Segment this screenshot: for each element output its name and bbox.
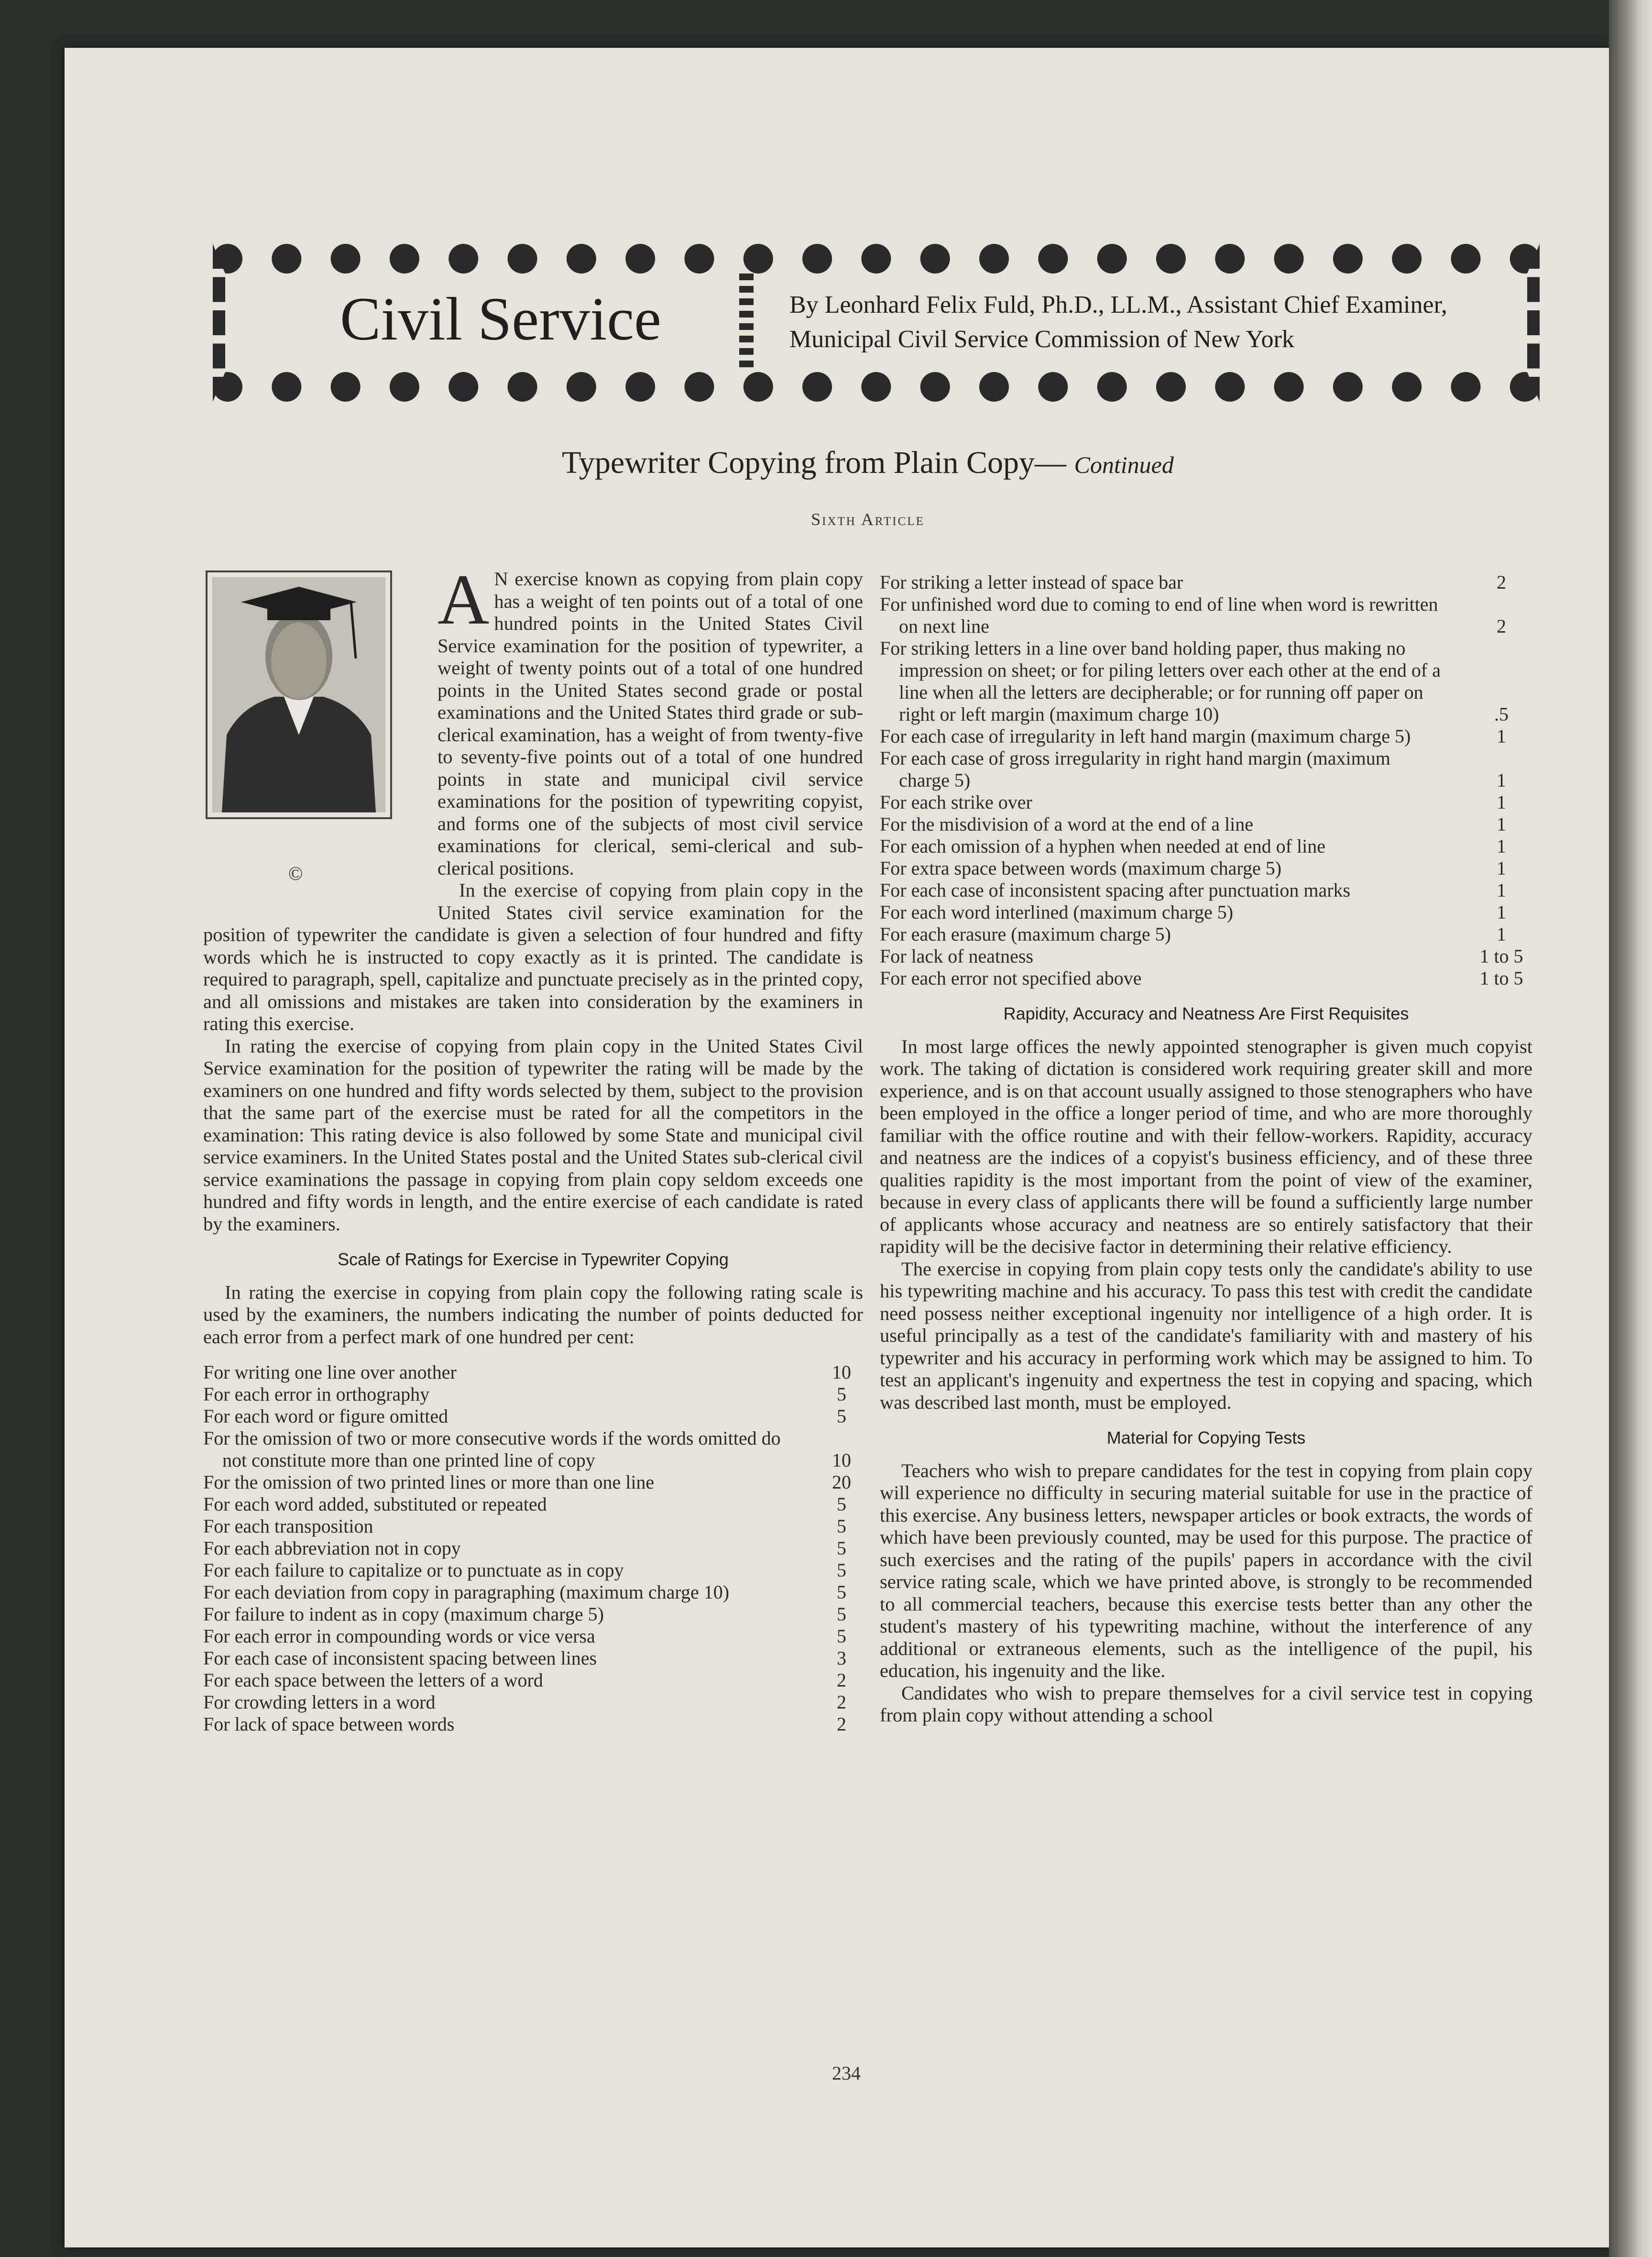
headline-title: Typewriter Copying from Plain Copy— [562,445,1067,480]
scale-row: For each error in compounding words or vice versa 5 [203,1625,846,1647]
article-headline [0,445,1652,481]
section-heading: Material for Copying Tests [1106,1428,1306,1447]
scale-row: For each transposition 5 [203,1515,846,1537]
section-title: Civil Service [340,285,661,353]
paragraph: In rating the exercise in copying from plain copy the following rating scale is used by the examiners, the numbers indicating the number of points deducted for each error from a perfect mark of one hundred per cent: [203,1281,863,1348]
scale-row: For the omission of two or more consecutive words if the words omitted do not constitute more than one printed line of copy 10 [203,1427,851,1471]
page-number: 234 [832,2062,861,2084]
scale-row: For each abbreviation not in copy 5 [203,1537,846,1559]
scale-row: For each word added, substituted or repeated 5 [203,1493,846,1515]
scale-row: For each case of gross irregularity in right hand margin (maximum charge 5) 1 [880,747,1506,791]
scale-row: For crowding letters in a word 2 [203,1691,846,1713]
scale-row: For writing one line over another 10 [203,1361,851,1383]
scale-row: For each error not specified above 1 to 5 [880,967,1523,989]
paragraph: In most large offices the newly appointed stenographer is given much copyist work. The taking of dictation is considered work requiring greater skill and more experience, and is on that account usually assigned to those stenographers who have been employed in the office a longer period of time, and who are more thoroughly familiar with the office routine and with their fellow-workers. Rapidity, accuracy and neatness are the indices of a copyist's business efficiency, and of these three qualities rapidity is the most important from the point of view of the examiner, because in every class of applicants there will be found a sufficiently large number of applicants whose accuracy and neatness are so entirely satisfactory that their rapidity will be the decisive factor in determining their relative efficiency. [880,1035,1532,1257]
scale-row: For each deviation from copy in paragraphing (maximum charge 10) 5 [203,1581,846,1603]
scale-row: For each failure to capitalize or to punctuate as in copy 5 [203,1559,846,1581]
scale-row: For striking letters in a line over band holding paper, thus making no impression on sheet; or for piling letters over each other at the end of a line when all the letters are decipherable; or for running off paper on right or left margin (maximum charge 10) .5 [880,637,1509,725]
section-heading: Scale of Ratings for Exercise in Typewriter Copying [338,1249,729,1269]
scale-row: For the omission of two printed lines or more than one line 20 [203,1471,851,1493]
paragraph: In the exercise of copying from plain copy in the United States civil service examination for the position of typewriter the candidate is given a selection of four hundred and fifty words which he is instructed to copy exactly as it is printed. The candidate is required to paragraph, spell, capitalize and punctuate precisely as in the printed copy, and all omissions and mistakes are taken into consideration by the examiners in rating this exercise. [203,879,863,1034]
scale-row: For each space between the letters of a word 2 [203,1669,846,1691]
scale-row: For extra space between words (maximum charge 5) 1 [880,857,1506,879]
paragraph: Teachers who wish to prepare candidates for the test in copying from plain copy will experience no difficulty in securing material suitable for use in the practice of this exercise. Any business letters, newspaper articles or book extracts, the words of which have been previously counted, may be used for this purpose. The practice of such exercises and the rating of the pupils' papers in accordance with the civil service rating scale, which we have printed above, is strongly to be recommended to all commercial teachers, because this exercise tests better than any other the student's mastery of his typewriting machine, without the interference of any additional or extraneous elements, such as the intelligence of the pupil, his education, his ingenuity and the like. [880,1459,1532,1681]
scale-row: For unfinished word due to coming to end of line when word is rewritten on next line 2 [880,593,1506,637]
scale-row: For each strike over 1 [880,791,1506,813]
scale-row: For each case of inconsistent spacing between lines 3 [203,1647,846,1669]
article-banner [213,244,1540,402]
headline-continued: Continued [1074,451,1174,478]
scale-row: For lack of space between words 2 [203,1713,846,1735]
author-byline: By Leonhard Felix Fuld, Ph.D., LL.M., Assistant Chief Examiner, Municipal Civil Service Commission of New York [789,291,1447,353]
section-heading: Rapidity, Accuracy and Neatness Are First Requisites [1003,1004,1409,1023]
scale-row: For the misdivision of a word at the end of a line 1 [880,813,1506,835]
paragraph: The exercise in copying from plain copy tests only the candidate's ability to use his typewriting machine and his accuracy. To pass this test with credit the candidate need possess neither exceptional ingenuity nor intelligence of a high order. It is useful principally as a test of the candidate's familiarity with and mastery of his typewriter and his accuracy in performing work which may be assigned to him. To test an applicant's ingenuity and expertness the test in copying and spacing, which was described last month, must be employed. [880,1258,1532,1413]
rating-scale-right [880,571,1532,989]
scale-row: For each case of inconsistent spacing after punctuation marks 1 [880,879,1506,901]
banner-divider [739,274,754,372]
paragraph: Candidates who wish to prepare themselves for a civil service test in copying from plain copy without attending a school [880,1682,1532,1726]
scale-row: For failure to indent as in copy (maximum charge 5) 5 [203,1603,846,1625]
right-column [880,571,1532,1727]
scale-row: For striking a letter instead of space bar 2 [880,571,1506,593]
scale-row: For each omission of a hyphen when needed at end of line 1 [880,835,1506,857]
scale-row: For each error in orthography 5 [203,1383,846,1405]
scale-row: For each erasure (maximum charge 5) 1 [880,923,1506,945]
adjacent-page-edge [1609,0,1652,2257]
scale-row: For lack of neatness 1 to 5 [880,945,1523,967]
drop-cap: A [438,560,490,639]
intro-paragraph: A N exercise known as copying from plain copy has a weight of ten points out of a total of one hundred points in the United States Civil Service examination for the position of typewriter, a weight of twenty points out of a total of one hundred points in the United States second grade or postal examinations and the United States third grade or sub-clerical examination, has a weight of from twenty-five to seventy-five points out of a total of one hundred points in state and municipal civil service examinations for the position of typewriting copyist, and forms one of the subjects of most civil service examinations for clerical, semi-clerical and sub-clerical positions. [438,560,863,879]
article-number: Sixth Article [811,510,925,529]
paragraph: In rating the exercise of copying from plain copy in the United States Civil Service examination for the position of typewriter the rating will be made by the examiners on one hundred and fifty words selected by them, subject to the provision that the same part of the exercise must be rated for all the competitors in the examination: This rating device is also followed by some State and municipal civil service examiners. In the United States postal and the United States sub-clerical civil service examinations the passage in copying from plain copy seldom exceeds one hundred and fifty words in length, and the entire exercise of each candidate is rated by the examiners. [203,1035,863,1235]
scale-row: For each case of irregularity in left hand margin (maximum charge 5) 1 [880,725,1506,747]
scale-row: For each word interlined (maximum charge 5) 1 [880,901,1506,923]
left-column [203,560,863,1735]
photo-credit: © [288,863,303,884]
rating-scale-left [203,1361,863,1735]
scale-row: For each word or figure omitted 5 [203,1405,846,1427]
